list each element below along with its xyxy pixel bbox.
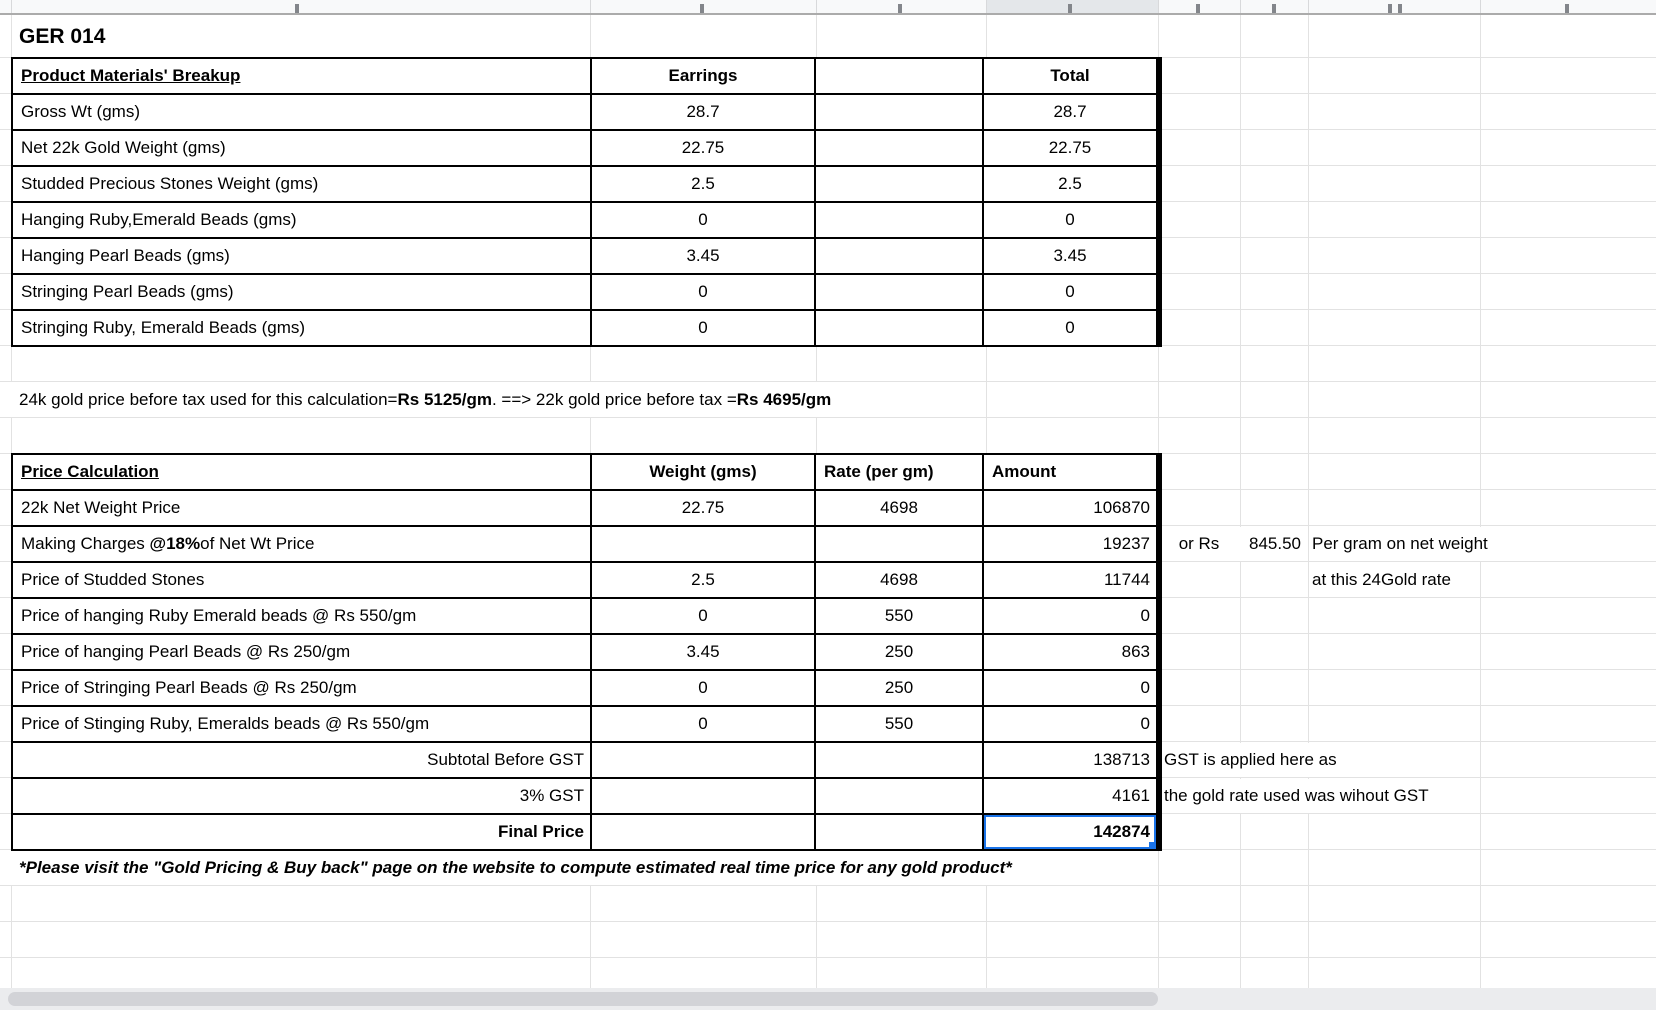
price-row-rate[interactable] [816,527,982,561]
making-charges-or-rs-label[interactable]: or Rs [1160,527,1238,561]
column-divider [11,0,12,13]
column-divider [986,0,987,13]
materials-row-earrings[interactable]: 28.7 [592,95,814,129]
gridline [1240,15,1241,988]
materials-table-title[interactable]: Product Materials' Breakup [13,59,590,93]
making-charges-label-post: of Net Wt Price [200,534,315,553]
gold-rate-22k-value: Rs 4695/gm [736,389,832,409]
price-row-weight[interactable]: 0 [592,599,814,633]
making-charges-per-gram-note[interactable]: Per gram on net weight [1312,527,1494,561]
price-row-weight[interactable]: 3.45 [592,635,814,669]
materials-row-total[interactable]: 3.45 [984,239,1156,273]
price-row-amount[interactable]: 863 [984,635,1156,669]
gridline [0,921,1656,922]
column-letter-remnant [898,4,902,13]
gold-rate-note[interactable] [11,382,837,417]
price-row-rate[interactable]: 250 [816,635,982,669]
column-letter-remnant [1388,4,1392,13]
empty-cell[interactable] [592,743,814,777]
column-divider [590,0,591,13]
materials-row-empty[interactable] [816,203,982,237]
gold-rate-note-prefix: 24k gold price before tax used for this calculation= [19,389,398,409]
price-row-label[interactable] [13,527,590,561]
price-row-label[interactable]: Price of hanging Pearl Beads @ Rs 250/gm [13,635,590,669]
price-row-label[interactable]: Price of Stinging Ruby, Emeralds beads @ Rs 550/gm [13,707,590,741]
gridline [1308,15,1309,988]
column-divider [1158,0,1159,13]
price-row-weight[interactable]: 2.5 [592,563,814,597]
column-letter-remnant [700,4,704,13]
price-row-weight[interactable] [592,527,814,561]
materials-row-label[interactable]: Stringing Pearl Beads (gms) [13,275,590,309]
price-row-amount[interactable]: 0 [984,671,1156,705]
price-row-label[interactable]: Price of hanging Ruby Emerald beads @ Rs 550/gm [13,599,590,633]
price-row-label[interactable]: 22k Net Weight Price [13,491,590,525]
price-col-amount[interactable]: Amount [984,455,1156,489]
materials-row-total[interactable]: 2.5 [984,167,1156,201]
making-charges-per-gram-value[interactable]: 845.50 [1240,527,1305,561]
price-row-weight[interactable]: 0 [592,707,814,741]
materials-col-total[interactable]: Total [984,59,1156,93]
column-letter-remnant [1272,4,1276,13]
final-price-value: 142874 [1093,822,1150,841]
selection-fill-handle[interactable] [1149,842,1156,849]
making-charges-label-pre: Making Charges [21,534,145,553]
price-row-rate[interactable]: 550 [816,599,982,633]
price-col-rate[interactable]: Rate (per gm) [816,455,982,489]
column-header-selected[interactable] [986,0,1158,13]
gst-note-line2[interactable]: the gold rate used was wihout GST [1164,779,1435,813]
materials-row-empty[interactable] [816,95,982,129]
price-row-amount[interactable]: 19237 [984,527,1156,561]
column-letter-remnant [1398,4,1402,13]
gridline [1480,15,1481,988]
materials-row-label[interactable]: Net 22k Gold Weight (gms) [13,131,590,165]
empty-cell[interactable] [816,743,982,777]
empty-cell[interactable] [592,815,814,849]
materials-row-label[interactable]: Hanging Ruby,Emerald Beads (gms) [13,203,590,237]
pricing-footnote[interactable]: *Please visit the "Gold Pricing & Buy back" page on the website to compute estimated real time price for any gold product* [11,851,1018,885]
materials-table [11,57,1162,347]
at-this-rate-note[interactable]: at this 24Gold rate [1312,563,1457,597]
product-code-title[interactable]: GER 014 [19,17,115,57]
header-bottom-border [0,13,1656,15]
price-row-amount[interactable]: 106870 [984,491,1156,525]
materials-row-empty[interactable] [816,311,982,345]
gridline [0,957,1656,958]
materials-row-label[interactable]: Stringing Ruby, Emerald Beads (gms) [13,311,590,345]
column-letter-remnant [295,4,299,13]
materials-row-empty[interactable] [816,275,982,309]
materials-row-earrings[interactable]: 0 [592,311,814,345]
column-divider [816,0,817,13]
materials-row-earrings[interactable]: 22.75 [592,131,814,165]
price-calculation-table [11,453,1162,851]
materials-row-earrings[interactable]: 0 [592,203,814,237]
empty-cell[interactable] [816,815,982,849]
making-charges-percent: @18% [149,534,201,553]
gridline [0,885,1656,886]
column-header-strip[interactable] [0,0,1656,13]
price-col-weight[interactable]: Weight (gms) [592,455,814,489]
gst-note-line1[interactable]: GST is applied here as [1164,743,1343,777]
gst-amount[interactable]: 4161 [984,779,1156,813]
materials-row-total[interactable]: 0 [984,203,1156,237]
price-row-rate[interactable]: 4698 [816,491,982,525]
materials-row-total[interactable]: 22.75 [984,131,1156,165]
materials-row-total[interactable]: 28.7 [984,95,1156,129]
horizontal-scrollbar-thumb[interactable] [8,992,1158,1006]
materials-row-earrings[interactable]: 3.45 [592,239,814,273]
materials-row-empty[interactable] [816,239,982,273]
price-row-weight[interactable]: 22.75 [592,491,814,525]
gridline [0,417,1656,418]
final-price-amount-selected-cell[interactable] [984,815,1156,849]
price-row-rate[interactable]: 4698 [816,563,982,597]
gst-label[interactable]: 3% GST [13,779,590,813]
price-row-amount[interactable]: 11744 [984,563,1156,597]
materials-col-earrings[interactable]: Earrings [592,59,814,93]
empty-cell[interactable] [592,779,814,813]
materials-row-total[interactable]: 0 [984,275,1156,309]
materials-row-label[interactable]: Studded Precious Stones Weight (gms) [13,167,590,201]
column-letter-remnant [1068,4,1072,13]
materials-col-empty[interactable] [816,59,982,93]
materials-row-earrings[interactable]: 2.5 [592,167,814,201]
column-divider [1308,0,1309,13]
gold-rate-note-mid: . ==> 22k gold price before tax = [491,389,737,409]
price-row-weight[interactable]: 0 [592,671,814,705]
subtotal-label[interactable]: Subtotal Before GST [13,743,590,777]
price-row-label[interactable]: Price of Studded Stones [13,563,590,597]
column-divider [1480,0,1481,13]
column-letter-remnant [1565,4,1569,13]
price-row-label[interactable]: Price of Stringing Pearl Beads @ Rs 250/gm [13,671,590,705]
column-divider [1240,0,1241,13]
empty-cell[interactable] [816,779,982,813]
price-row-rate[interactable]: 550 [816,707,982,741]
materials-row-label[interactable]: Hanging Pearl Beads (gms) [13,239,590,273]
price-row-rate[interactable]: 250 [816,671,982,705]
final-price-label[interactable]: Final Price [13,815,590,849]
price-table-title[interactable]: Price Calculation [13,455,590,489]
column-letter-remnant [1196,4,1200,13]
materials-row-label[interactable]: Gross Wt (gms) [13,95,590,129]
gold-rate-24k-value: Rs 5125/gm [397,389,492,409]
materials-row-total[interactable]: 0 [984,311,1156,345]
materials-row-earrings[interactable]: 0 [592,275,814,309]
materials-row-empty[interactable] [816,167,982,201]
price-row-amount[interactable]: 0 [984,707,1156,741]
materials-row-empty[interactable] [816,131,982,165]
horizontal-scrollbar-track[interactable] [0,988,1656,1010]
price-row-amount[interactable]: 0 [984,599,1156,633]
subtotal-amount[interactable]: 138713 [984,743,1156,777]
